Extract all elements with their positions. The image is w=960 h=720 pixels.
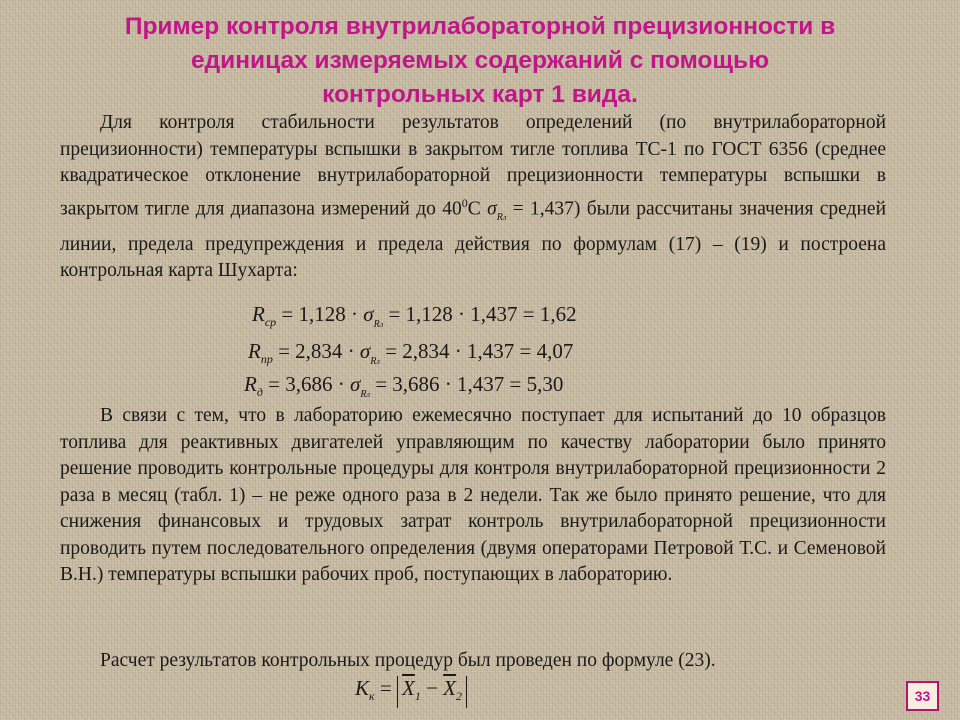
f4-x1: $\overline{X}$ xyxy=(401,676,415,700)
f3-sigma-sub xyxy=(360,389,370,400)
p1-text-a: Для контроля стабильности результатов определений (по внутрилабораторной прецизионности) температуры вспышки в закрытом тигле топлива ТС-1 по ГОСТ 6356 (среднее квадратическое отклонение внутрилабораторной прецизионности температуры вспышки в закрытом тигле для диапазона измерений до 40 xyxy=(60,112,886,219)
f2-rhs: = 2,834 · 1,437 = 4,07 xyxy=(379,339,574,363)
slide-number-box xyxy=(906,681,939,711)
f1-sigma-sub-l: л xyxy=(379,320,384,329)
p2-text: В связи с тем, что в лабораторию ежемесячно поступает для испытаний до 10 образцов топлива для реактивных двигателей управляющим по качеству лаборатории было принято решение проводить контрольные процедуры для контроля внутрилабораторной прецизионности 2 раза в месяц (табл. 1) – не реже одного раза в 2 недели. Так же было принято решение, что для снижения финансовых и трудовых затрат контроль внутрилабораторной прецизионности проводить путем последовательного определения (двумя операторами Петровой Т.С. и Семеновой В.Н.) температуры вспышки рабочих проб, поступающих в лабораторию. xyxy=(60,405,886,585)
formula-center-line xyxy=(252,302,577,330)
f1-lhs-sub: ср xyxy=(264,315,277,329)
p1-sigma: σ xyxy=(487,198,497,219)
f2-sigma-sub-r: R xyxy=(370,356,377,367)
slide-number: 33 xyxy=(914,688,931,704)
f1-sigma-sub xyxy=(374,319,384,330)
title-line-3: контрольных карт 1 вида. xyxy=(322,81,638,108)
f4-lhs-sub: к xyxy=(369,689,375,703)
f3-coef: = 3,686 · xyxy=(268,372,350,396)
f3-sigma-sub-r: R xyxy=(360,389,367,400)
title-line-2: единицах измеряемых содержаний с помощью xyxy=(190,47,770,74)
f2-coef: = 2,834 · xyxy=(278,339,360,363)
f1-sigma-sub-r: R xyxy=(373,319,380,330)
f4-minus: − xyxy=(420,676,444,700)
p3-text: Расчет результатов контрольных процедур был проведен по формуле (23). xyxy=(100,650,716,671)
f3-lhs: R xyxy=(244,372,257,396)
p1-text-c: = 1,437) были рассчитаны значения средней линии, предела предупреждения и предела действия по формулам (17) – (19) и построена контрольная карта Шухарта: xyxy=(60,198,887,281)
f3-sigma-sub-l: л xyxy=(366,390,370,399)
f4-abs-value xyxy=(397,676,467,708)
f2-sigma-sub xyxy=(370,356,380,367)
f4-lhs: K xyxy=(355,676,370,700)
p1-sigma-sub-l: л xyxy=(502,213,507,222)
formula-control-value xyxy=(355,676,467,708)
formula-warning-limit xyxy=(248,339,573,367)
f4-eq: = xyxy=(374,676,397,700)
p1-degree-sup: 0 xyxy=(461,195,468,210)
p1-text-b: С xyxy=(467,198,488,219)
f1-coef: = 1,128 · xyxy=(281,302,364,326)
formula-action-limit xyxy=(244,372,563,400)
paragraph-intro xyxy=(60,110,886,285)
f4-x1-sub: 1 xyxy=(414,689,421,703)
f1-sigma: σ xyxy=(363,302,374,326)
title-line-1: Пример контроля внутрилабораторной прецизионности в xyxy=(124,13,836,40)
f3-rhs: = 3,686 · 1,437 = 5,30 xyxy=(369,372,564,396)
f1-rhs: = 1,128 · 1,437 = 1,62 xyxy=(383,302,577,326)
slide-title xyxy=(20,10,940,112)
f2-lhs-sub: пр xyxy=(260,352,273,366)
f4-x2: $\overline{X}$ xyxy=(443,676,456,700)
p1-sigma-sub-r: R xyxy=(496,212,503,223)
f3-lhs-sub: д xyxy=(256,385,263,399)
paragraph-procedure xyxy=(60,403,886,589)
f1-lhs: R xyxy=(252,302,265,326)
p1-sigma-sub xyxy=(497,212,507,223)
f3-sigma: σ xyxy=(350,372,361,396)
f2-lhs: R xyxy=(248,339,261,363)
f2-sigma-sub-l: л xyxy=(376,357,380,366)
f4-x2-sub: 2 xyxy=(455,689,462,703)
paragraph-calculation xyxy=(60,648,886,675)
f2-sigma: σ xyxy=(359,339,371,363)
